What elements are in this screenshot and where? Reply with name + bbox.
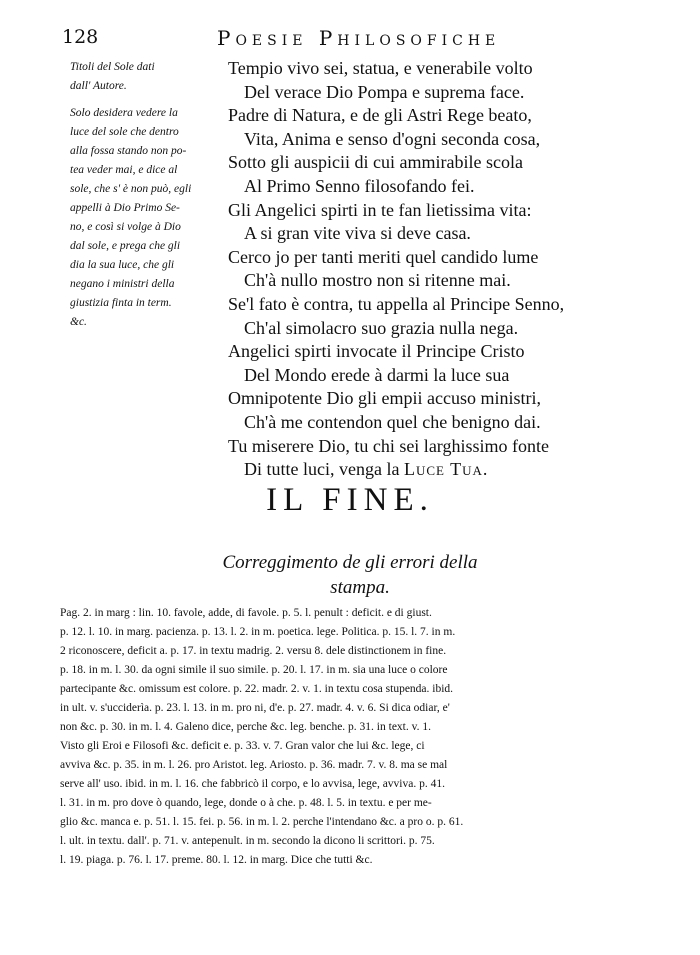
errata-line: serve all' uso. ibid. in m. l. 16. che fabbricò il corpo, e lo avvisa, lege, avviva. p. 41. <box>60 778 445 790</box>
errata-line: l. 31. in m. pro dove ò quando, lege, donde o à che. p. 48. l. 5. in textu. e per me- <box>60 797 432 809</box>
verse-text: Cerco jo per tanti meriti quel candido lume <box>228 246 539 267</box>
errata-line: in ult. v. s'ucciderìa. p. 23. l. 13. in m. pro ni, d'e. p. 27. madr. 4. v. 6. Si dica odiar, e' <box>60 702 450 714</box>
verse-line <box>228 104 668 128</box>
verse-text: Angelici spirti invocate il Principe Cristo <box>228 341 525 362</box>
margin-note-line: sole, che s' è non può, egli <box>70 183 192 195</box>
errata-line: avviva &c. p. 35. in m. l. 26. pro Aristot. leg. Ariosto. p. 36. madr. 7. v. 8. ma se mal <box>60 759 448 771</box>
errata-line: partecipante &c. omissum est colore. p. 22. madr. 2. v. 1. in textu cosa stupenda. ibid. <box>60 683 454 695</box>
margin-notes <box>70 58 240 340</box>
verse-line <box>228 128 668 152</box>
verse-text: Ch'al simolacro suo grazia nulla nega. <box>244 317 519 338</box>
margin-note-line: no, e così si volge à Dio <box>70 221 181 233</box>
errata-title <box>0 550 700 600</box>
margin-note-line: giustizia finta in term. <box>70 297 172 309</box>
verse-line <box>228 364 668 388</box>
errata-title-line: Correggimento de gli errori della <box>222 552 478 573</box>
errata-line: 2 riconoscere, deficit a. p. 17. in textu madrig. 2. versu 8. dele distinctionem in fine. <box>60 645 447 657</box>
verse-line <box>228 317 668 341</box>
verse-text: Ch'à nullo mostro non si ritenne mai. <box>244 270 511 291</box>
end-heading: IL FINE. <box>266 482 434 518</box>
errata-title-line: stampa. <box>330 577 390 598</box>
errata-line: p. 18. in m. l. 30. da ogni simile il suo simile. p. 20. l. 17. in m. sia una luce o colore <box>60 664 448 676</box>
verse-text: Padre di Natura, e de gli Astri Rege beato, <box>228 105 532 126</box>
margin-note-line: dia la sua luce, che gli <box>70 259 175 271</box>
verse-line <box>228 458 668 482</box>
errata-line: p. 12. l. 10. in marg. pacienza. p. 13. l. 2. in m. poetica. lege. Politica. p. 15. l. 7. in m. <box>60 626 456 638</box>
errata-line: non &c. p. 30. in m. l. 4. Galeno dice, perche &c. leg. benche. p. 31. in text. v. 1. <box>60 721 431 733</box>
verse-text: Sotto gli auspicii di cui ammirabile scola <box>228 152 523 173</box>
verse-ending: Luce Tua. <box>403 459 489 480</box>
verse-text: Omnipotente Dio gli empii accuso ministri, <box>228 388 541 409</box>
margin-note-line: dal sole, e prega che gli <box>70 240 181 252</box>
margin-note-line: negano i ministri della <box>70 278 175 290</box>
errata-line: Visto gli Eroi e Filosofi &c. deficit e. p. 33. v. 7. Gran valor che lui &c. lege, ci <box>60 740 425 752</box>
margin-note-line: tea veder mai, e dice al <box>70 164 178 176</box>
verse-line <box>228 81 668 105</box>
verse-text: Se'l fato è contra, tu appella al Principe Senno, <box>228 293 565 314</box>
verse-line <box>228 269 668 293</box>
errata-body <box>60 604 640 870</box>
verse-text: Ch'à me contendon quel che benigno dai. <box>244 411 541 432</box>
margin-note-line: Titoli del Sole dati <box>70 61 155 73</box>
verse-line <box>228 57 668 81</box>
margin-note-line: Solo desidera vedere la <box>70 107 178 119</box>
verse-line <box>228 246 668 270</box>
margin-note-line: alla fossa stando non po- <box>70 145 187 157</box>
verse-line <box>228 199 668 223</box>
errata-line: l. 19. piaga. p. 76. l. 17. preme. 80. l. 12. in marg. Dice che tutti &c. <box>60 854 373 866</box>
errata-line: l. ult. in textu. dall'. p. 71. v. antepenult. in m. secondo la dicono li scrittori. p. 75. <box>60 835 435 847</box>
verse-line <box>228 175 668 199</box>
verse-text: Vita, Anima e senso d'ogni seconda cosa, <box>244 128 541 149</box>
verse-text: Del verace Dio Pompa e suprema face. <box>244 81 525 102</box>
verse-line <box>228 411 668 435</box>
verse-line <box>228 293 668 317</box>
verse-text: Tempio vivo sei, statua, e venerabile volto <box>228 58 533 78</box>
verse-line <box>228 435 668 459</box>
verse-text: Del Mondo erede à darmi la luce sua <box>244 364 510 385</box>
page-header <box>62 26 662 56</box>
verse-line <box>228 222 668 246</box>
errata-line: glio &c. manca e. p. 51. l. 15. fei. p. 56. in m. l. 2. perche l'intendano &c. a pro o. p. 61. <box>60 816 464 828</box>
margin-note <box>70 104 240 332</box>
margin-note-line: &c. <box>70 316 87 328</box>
poem <box>228 57 668 482</box>
errata-line: Pag. 2. in marg : lin. 10. favole, adde, di favole. p. 5. l. penult : deficit. e di giust. <box>60 607 432 619</box>
verse-text: Di tutte luci, venga la <box>244 459 404 480</box>
verse-text: Al Primo Senno filosofando fei. <box>244 175 475 196</box>
verse-text: Gli Angelici spirti in te fan lietissima vita: <box>228 199 532 220</box>
verse-text: A si gran vite viva si deve casa. <box>244 223 471 244</box>
running-head: Poesie Philosofiche <box>217 26 501 50</box>
page-number: 128 <box>62 26 99 48</box>
margin-note <box>70 58 240 96</box>
verse-text: Tu miserere Dio, tu chi sei larghissimo fonte <box>228 435 549 456</box>
margin-note-line: dall' Autore. <box>70 80 127 92</box>
margin-note-line: luce del sole che dentro <box>70 126 179 138</box>
verse-line <box>228 387 668 411</box>
margin-note-line: appelli à Dio Primo Se- <box>70 202 180 214</box>
verse-line <box>228 151 668 175</box>
verse-line <box>228 340 668 364</box>
